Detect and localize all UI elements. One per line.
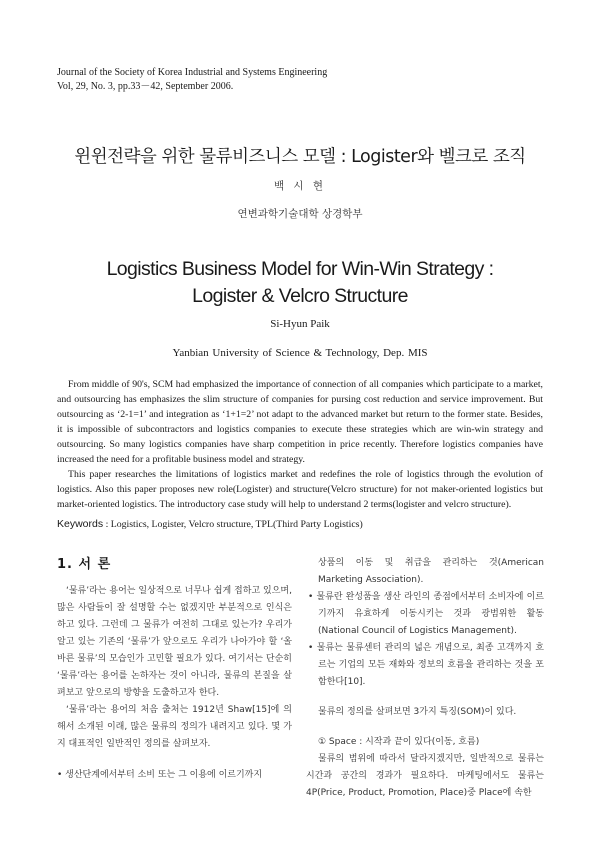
section-title: 1. 서 론 xyxy=(57,557,112,572)
left-column xyxy=(57,583,292,784)
english-title xyxy=(0,256,600,310)
definition-bullet: • 물류는 물류센터 관리의 넓은 개념으로, 최종 고객까지 흐르는 기업의 모든 재화와 정보의 흐름을 관리하는 것을 포함한다[10]. xyxy=(308,643,544,687)
body-paragraph: 물류의 정의를 살펴보면 3가지 특징(SOM)이 있다. xyxy=(318,707,517,717)
keywords-text: : Logistics, Logister, Velcro structure, TPL(Third Party Logistics) xyxy=(105,519,363,530)
abstract xyxy=(57,377,543,512)
body-paragraph: ‘물류’라는 용어는 일상적으로 너무나 쉽게 접하고 있으며, 많은 사람들이 잘 설명할 수는 없겠지만 부분적으로 인식은 하고 있다. 그런데 그 물류가 여전히 그대로 있는가? 우리가 알고 있는 기존의 ‘물류’가 앞으로도 우리가 나아가야 할 ‘올바른 물류’의 모습인가 고민할 필요가 있다. 여기서는 단순히 ‘물류’라는 용어를 논하자는 것이 아니라, 물류의 본질을 살펴보고 앞으로의 방향을 도출하고자 한다. xyxy=(57,586,292,698)
definition-bullet: • 생산단계에서부터 소비 또는 그 이용에 이르기까지 xyxy=(57,770,263,780)
english-title-line1: Logistics Business Model for Win-Win Strategy : xyxy=(106,258,494,280)
definition-bullet: • 물류란 완성품을 생산 라인의 종점에서부터 소비자에 이르기까지 유효하게 이동시키는 것과 광범위한 활동(National Council of Logistics Management). xyxy=(308,592,544,636)
definition-continuation: 상품의 이동 및 취급을 관리하는 것(American Marketing Association). xyxy=(318,558,544,585)
journal-header xyxy=(57,66,327,94)
keywords xyxy=(57,518,363,530)
keywords-label: Keywords xyxy=(57,518,104,530)
english-author: Si-Hyun Paik xyxy=(270,318,330,330)
abstract-paragraph-2: This paper researches the limitations of logistics market and redefines the role of logistics through the evolution of logistics. Also this paper proposes new role(Logister) and structure(Velcro structure) for not maker-oriented logistics but market-oriented logistics. The introductory case study will help to understand 2 terms(logister and velcro structure). xyxy=(57,469,543,510)
journal-volume: Vol, 29, No. 3, pp.33－42, September 2006. xyxy=(57,81,234,92)
journal-name: Journal of the Society of Korea Industrial and Systems Engineering xyxy=(57,67,328,78)
english-title-line2: Logister & Velcro Structure xyxy=(192,285,408,307)
body-paragraph: 물류의 범위에 따라서 달라지겠지만, 일반적으로 물류는 시간과 공간의 경과가 필요하다. 마케팅에서도 물류는 4P(Price, Product, Promotion, Place)중 Place에 속한 xyxy=(306,754,544,798)
abstract-paragraph-1: From middle of 90's, SCM had emphasized the importance of connection of all companies which participate to a market, and outsourcing has emphasizes the slim structure of companies for pursing cost reduction and service improvement. But outsourcing as ‘2-1=1’ and integration as ‘1+1=2’ not adapt to the advanced market but return to the former state. Besides, it is impossible of subcontractors and logistics companies to execute these strategies which are win-win strategy and outsourcing. So many logistics companies have sharp competition in price recently. Therefore logistics companies have increased the need for a profitable business model and strategy. xyxy=(57,379,543,465)
right-column xyxy=(306,555,544,802)
korean-affiliation: 연변과학기술대학 상경학부 xyxy=(237,208,363,220)
body-paragraph: ‘물류’라는 용어의 처음 출처는 1912년 Shaw[15]에 의해서 소개된 이래, 많은 물류의 정의가 내려지고 있다. 몇 가지 대표적인 일반적인 정의를 살펴보자. xyxy=(57,705,292,749)
english-affiliation: Yanbian University of Science & Technology, Dep. MIS xyxy=(172,347,428,359)
numbered-item: ① Space : 시작과 끝이 있다(이동, 흐름) xyxy=(318,737,480,747)
korean-author: 백 시 현 xyxy=(273,180,327,192)
korean-title: 윈윈전략을 위한 물류비즈니스 모델 : Logister와 벨크로 조직 xyxy=(74,147,526,167)
